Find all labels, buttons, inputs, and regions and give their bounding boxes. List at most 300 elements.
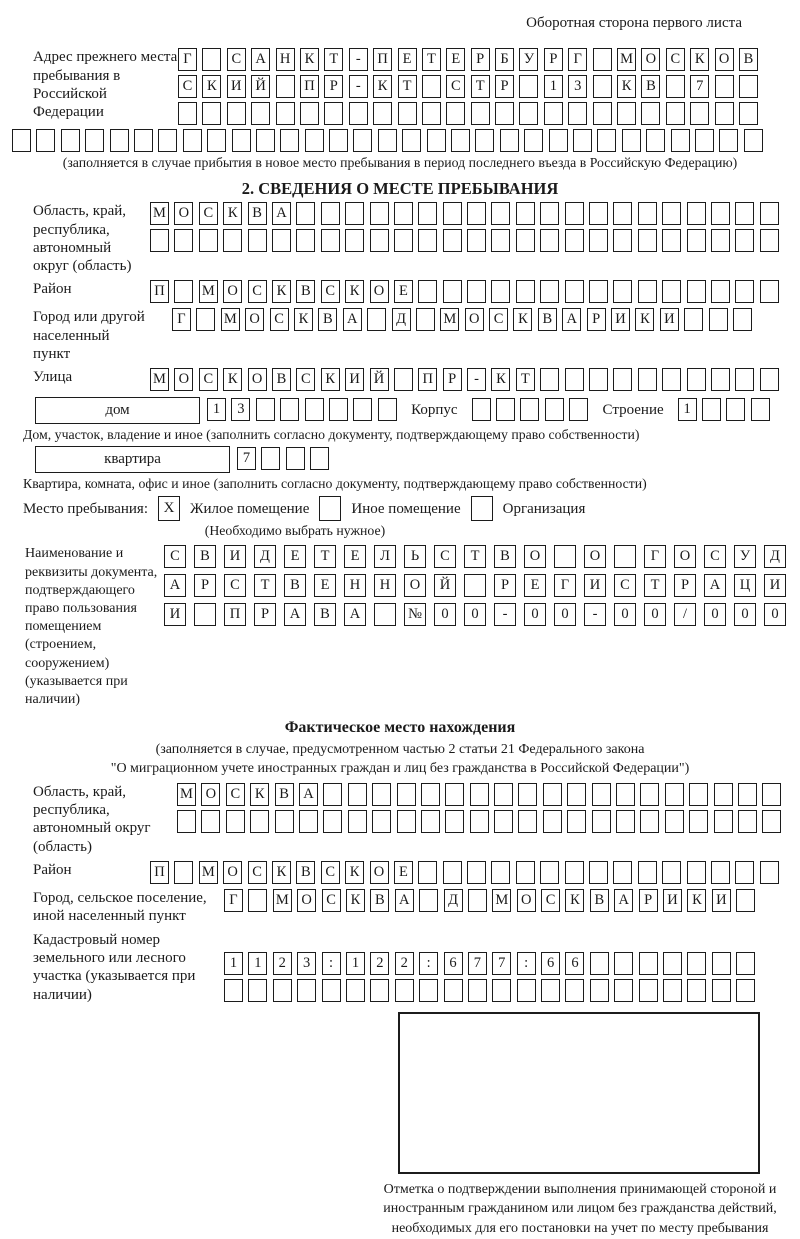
char-box[interactable]: / xyxy=(674,603,696,626)
char-box[interactable]: И xyxy=(224,545,246,568)
char-box[interactable]: М xyxy=(492,889,511,912)
char-box[interactable]: А xyxy=(164,574,186,597)
char-box[interactable]: В xyxy=(739,48,758,71)
char-box[interactable] xyxy=(662,368,681,391)
char-box[interactable]: О xyxy=(524,545,546,568)
char-box[interactable]: 0 xyxy=(734,603,756,626)
char-box[interactable] xyxy=(567,783,586,806)
char-box[interactable] xyxy=(296,229,315,252)
char-box[interactable] xyxy=(85,129,104,152)
char-box[interactable] xyxy=(589,368,608,391)
char-box[interactable] xyxy=(492,979,511,1002)
char-box[interactable]: П xyxy=(373,48,392,71)
char-box[interactable]: К xyxy=(272,280,291,303)
char-box[interactable]: О xyxy=(174,368,193,391)
char-box[interactable]: М xyxy=(177,783,196,806)
char-box[interactable] xyxy=(762,810,781,833)
char-box[interactable] xyxy=(639,979,658,1002)
char-box[interactable] xyxy=(711,861,730,884)
char-box[interactable] xyxy=(421,783,440,806)
char-box[interactable]: М xyxy=(273,889,292,912)
char-box[interactable] xyxy=(687,861,706,884)
char-box[interactable] xyxy=(589,861,608,884)
char-box[interactable]: 0 xyxy=(554,603,576,626)
char-box[interactable] xyxy=(715,102,734,125)
char-box[interactable]: Г xyxy=(224,889,243,912)
char-box[interactable]: С xyxy=(199,202,218,225)
char-box[interactable] xyxy=(226,810,245,833)
char-box[interactable]: Й xyxy=(370,368,389,391)
char-box[interactable] xyxy=(614,979,633,1002)
char-box[interactable] xyxy=(373,102,392,125)
char-box[interactable]: - xyxy=(467,368,486,391)
char-box[interactable] xyxy=(520,398,539,421)
char-box[interactable]: Л xyxy=(374,545,396,568)
char-box[interactable] xyxy=(256,398,275,421)
char-box[interactable]: О xyxy=(223,861,242,884)
char-box[interactable] xyxy=(248,889,267,912)
char-box[interactable] xyxy=(491,202,510,225)
char-box[interactable]: - xyxy=(494,603,516,626)
char-box[interactable]: 7 xyxy=(690,75,709,98)
char-box[interactable]: Е xyxy=(446,48,465,71)
char-box[interactable] xyxy=(329,129,348,152)
char-box[interactable] xyxy=(174,280,193,303)
char-box[interactable] xyxy=(158,129,177,152)
char-box[interactable] xyxy=(568,102,587,125)
char-box[interactable] xyxy=(549,129,568,152)
char-box[interactable] xyxy=(597,129,616,152)
char-box[interactable] xyxy=(36,129,55,152)
char-box[interactable] xyxy=(711,368,730,391)
char-box[interactable] xyxy=(641,102,660,125)
char-box[interactable]: А xyxy=(704,574,726,597)
char-box[interactable]: С xyxy=(489,308,508,331)
char-box[interactable] xyxy=(516,202,535,225)
char-box[interactable] xyxy=(711,280,730,303)
char-box[interactable] xyxy=(491,861,510,884)
char-box[interactable] xyxy=(491,229,510,252)
residential-checkbox[interactable]: X xyxy=(158,496,180,521)
char-box[interactable] xyxy=(300,102,319,125)
char-box[interactable]: П xyxy=(150,280,169,303)
char-box[interactable]: 0 xyxy=(644,603,666,626)
char-box[interactable] xyxy=(467,280,486,303)
char-box[interactable] xyxy=(589,229,608,252)
char-box[interactable]: В xyxy=(494,545,516,568)
char-box[interactable]: П xyxy=(224,603,246,626)
char-box[interactable] xyxy=(445,810,464,833)
char-box[interactable]: С xyxy=(226,783,245,806)
char-box[interactable] xyxy=(443,280,462,303)
char-box[interactable]: Г xyxy=(178,48,197,71)
char-box[interactable] xyxy=(276,102,295,125)
char-box[interactable] xyxy=(665,783,684,806)
char-box[interactable]: 1 xyxy=(678,398,697,421)
char-box[interactable]: Т xyxy=(471,75,490,98)
char-box[interactable] xyxy=(418,202,437,225)
char-box[interactable]: М xyxy=(199,280,218,303)
char-box[interactable]: О xyxy=(584,545,606,568)
char-box[interactable]: А xyxy=(343,308,362,331)
char-box[interactable]: Н xyxy=(374,574,396,597)
char-box[interactable] xyxy=(443,229,462,252)
char-box[interactable]: М xyxy=(617,48,636,71)
char-box[interactable]: - xyxy=(584,603,606,626)
char-box[interactable]: О xyxy=(674,545,696,568)
char-box[interactable]: Д xyxy=(764,545,786,568)
char-box[interactable]: : xyxy=(517,952,536,975)
char-box[interactable]: Д xyxy=(254,545,276,568)
char-box[interactable] xyxy=(418,861,437,884)
char-box[interactable]: С xyxy=(322,889,341,912)
char-box[interactable] xyxy=(617,102,636,125)
char-box[interactable]: М xyxy=(221,308,240,331)
char-box[interactable] xyxy=(349,102,368,125)
char-box[interactable] xyxy=(378,129,397,152)
char-box[interactable] xyxy=(544,102,563,125)
char-box[interactable]: К xyxy=(617,75,636,98)
char-box[interactable] xyxy=(735,280,754,303)
char-box[interactable]: П xyxy=(300,75,319,98)
char-box[interactable] xyxy=(665,810,684,833)
char-box[interactable] xyxy=(593,75,612,98)
char-box[interactable]: С xyxy=(296,368,315,391)
char-box[interactable]: В xyxy=(641,75,660,98)
char-box[interactable] xyxy=(324,102,343,125)
char-box[interactable] xyxy=(569,398,588,421)
char-box[interactable]: 0 xyxy=(764,603,786,626)
char-box[interactable]: Т xyxy=(398,75,417,98)
char-box[interactable] xyxy=(256,129,275,152)
char-box[interactable] xyxy=(321,229,340,252)
char-box[interactable]: 1 xyxy=(224,952,243,975)
char-box[interactable] xyxy=(345,202,364,225)
char-box[interactable] xyxy=(663,952,682,975)
char-box[interactable]: Е xyxy=(344,545,366,568)
char-box[interactable] xyxy=(662,229,681,252)
char-box[interactable] xyxy=(445,783,464,806)
char-box[interactable] xyxy=(174,229,193,252)
char-box[interactable] xyxy=(540,368,559,391)
char-box[interactable] xyxy=(735,229,754,252)
char-box[interactable] xyxy=(736,889,755,912)
char-box[interactable] xyxy=(760,202,779,225)
char-box[interactable] xyxy=(494,783,513,806)
char-box[interactable] xyxy=(616,810,635,833)
char-box[interactable] xyxy=(471,102,490,125)
char-box[interactable]: В xyxy=(314,603,336,626)
char-box[interactable] xyxy=(516,280,535,303)
char-box[interactable] xyxy=(227,102,246,125)
char-box[interactable] xyxy=(540,202,559,225)
char-box[interactable] xyxy=(223,229,242,252)
char-box[interactable] xyxy=(251,102,270,125)
char-box[interactable] xyxy=(394,202,413,225)
char-box[interactable] xyxy=(613,229,632,252)
char-box[interactable] xyxy=(110,129,129,152)
char-box[interactable]: В xyxy=(318,308,337,331)
char-box[interactable] xyxy=(684,308,703,331)
char-box[interactable]: Т xyxy=(324,48,343,71)
char-box[interactable]: С xyxy=(541,889,560,912)
char-box[interactable]: 3 xyxy=(568,75,587,98)
char-box[interactable]: С xyxy=(178,75,197,98)
char-box[interactable]: 0 xyxy=(464,603,486,626)
char-box[interactable]: Т xyxy=(254,574,276,597)
char-box[interactable] xyxy=(353,398,372,421)
char-box[interactable]: К xyxy=(294,308,313,331)
char-box[interactable] xyxy=(394,368,413,391)
char-box[interactable]: 2 xyxy=(370,952,389,975)
char-box[interactable] xyxy=(467,229,486,252)
char-box[interactable] xyxy=(286,447,305,470)
char-box[interactable] xyxy=(736,952,755,975)
char-box[interactable]: Р xyxy=(254,603,276,626)
char-box[interactable]: Р xyxy=(587,308,606,331)
char-box[interactable]: Б xyxy=(495,48,514,71)
char-box[interactable]: А xyxy=(284,603,306,626)
char-box[interactable]: Г xyxy=(644,545,666,568)
char-box[interactable]: Р xyxy=(674,574,696,597)
char-box[interactable] xyxy=(687,202,706,225)
char-box[interactable] xyxy=(467,861,486,884)
char-box[interactable] xyxy=(590,952,609,975)
char-box[interactable]: П xyxy=(418,368,437,391)
char-box[interactable]: 6 xyxy=(565,952,584,975)
char-box[interactable] xyxy=(543,810,562,833)
char-box[interactable] xyxy=(638,202,657,225)
char-box[interactable] xyxy=(261,447,280,470)
char-box[interactable] xyxy=(711,229,730,252)
char-box[interactable] xyxy=(345,229,364,252)
char-box[interactable]: К xyxy=(223,368,242,391)
char-box[interactable] xyxy=(687,229,706,252)
char-box[interactable] xyxy=(735,861,754,884)
char-box[interactable] xyxy=(422,75,441,98)
char-box[interactable]: В xyxy=(272,368,291,391)
char-box[interactable] xyxy=(61,129,80,152)
char-box[interactable]: К xyxy=(687,889,706,912)
char-box[interactable]: Е xyxy=(394,861,413,884)
char-box[interactable] xyxy=(714,783,733,806)
char-box[interactable]: С xyxy=(164,545,186,568)
char-box[interactable]: А xyxy=(299,783,318,806)
char-box[interactable] xyxy=(565,280,584,303)
char-box[interactable]: Г xyxy=(568,48,587,71)
char-box[interactable]: В xyxy=(538,308,557,331)
char-box[interactable] xyxy=(464,574,486,597)
char-box[interactable]: Г xyxy=(554,574,576,597)
house-field-box[interactable]: дом xyxy=(35,397,200,424)
char-box[interactable]: К xyxy=(202,75,221,98)
other-premises-checkbox[interactable] xyxy=(319,496,341,521)
char-box[interactable]: В xyxy=(194,545,216,568)
char-box[interactable]: Й xyxy=(434,574,456,597)
char-box[interactable] xyxy=(540,229,559,252)
char-box[interactable]: Р xyxy=(639,889,658,912)
char-box[interactable] xyxy=(712,952,731,975)
char-box[interactable] xyxy=(468,979,487,1002)
char-box[interactable]: О xyxy=(248,368,267,391)
char-box[interactable] xyxy=(714,810,733,833)
char-box[interactable]: 1 xyxy=(346,952,365,975)
char-box[interactable]: С xyxy=(248,861,267,884)
char-box[interactable]: И xyxy=(227,75,246,98)
char-box[interactable] xyxy=(736,979,755,1002)
char-box[interactable] xyxy=(519,102,538,125)
char-box[interactable] xyxy=(565,368,584,391)
char-box[interactable]: В xyxy=(248,202,267,225)
char-box[interactable]: И xyxy=(660,308,679,331)
char-box[interactable] xyxy=(421,810,440,833)
char-box[interactable] xyxy=(540,280,559,303)
char-box[interactable] xyxy=(711,202,730,225)
char-box[interactable]: О xyxy=(641,48,660,71)
char-box[interactable] xyxy=(305,398,324,421)
char-box[interactable] xyxy=(496,398,515,421)
char-box[interactable] xyxy=(687,952,706,975)
char-box[interactable]: О xyxy=(404,574,426,597)
char-box[interactable]: А xyxy=(562,308,581,331)
char-box[interactable]: Р xyxy=(443,368,462,391)
char-box[interactable] xyxy=(422,102,441,125)
char-box[interactable] xyxy=(712,979,731,1002)
char-box[interactable]: 2 xyxy=(273,952,292,975)
char-box[interactable]: И xyxy=(164,603,186,626)
char-box[interactable] xyxy=(370,229,389,252)
char-box[interactable] xyxy=(299,810,318,833)
char-box[interactable] xyxy=(397,810,416,833)
char-box[interactable] xyxy=(518,783,537,806)
char-box[interactable]: С xyxy=(666,48,685,71)
char-box[interactable] xyxy=(516,861,535,884)
char-box[interactable]: О xyxy=(715,48,734,71)
char-box[interactable]: О xyxy=(223,280,242,303)
char-box[interactable] xyxy=(199,229,218,252)
char-box[interactable] xyxy=(735,368,754,391)
char-box[interactable] xyxy=(346,979,365,1002)
char-box[interactable]: 1 xyxy=(207,398,226,421)
char-box[interactable] xyxy=(744,129,763,152)
char-box[interactable]: А xyxy=(614,889,633,912)
char-box[interactable] xyxy=(689,783,708,806)
char-box[interactable] xyxy=(590,979,609,1002)
char-box[interactable] xyxy=(719,129,738,152)
char-box[interactable] xyxy=(378,398,397,421)
char-box[interactable] xyxy=(322,979,341,1002)
char-box[interactable]: К xyxy=(690,48,709,71)
char-box[interactable] xyxy=(518,810,537,833)
char-box[interactable] xyxy=(735,202,754,225)
char-box[interactable] xyxy=(687,280,706,303)
char-box[interactable] xyxy=(416,308,435,331)
char-box[interactable]: К xyxy=(345,280,364,303)
char-box[interactable] xyxy=(709,308,728,331)
char-box[interactable] xyxy=(695,129,714,152)
char-box[interactable]: 3 xyxy=(297,952,316,975)
char-box[interactable] xyxy=(640,810,659,833)
char-box[interactable] xyxy=(201,810,220,833)
char-box[interactable] xyxy=(573,129,592,152)
char-box[interactable] xyxy=(613,861,632,884)
char-box[interactable] xyxy=(451,129,470,152)
char-box[interactable]: Н xyxy=(276,48,295,71)
char-box[interactable] xyxy=(593,48,612,71)
char-box[interactable]: Й xyxy=(251,75,270,98)
char-box[interactable]: Е xyxy=(394,280,413,303)
char-box[interactable]: Т xyxy=(464,545,486,568)
char-box[interactable]: Д xyxy=(444,889,463,912)
char-box[interactable] xyxy=(370,979,389,1002)
char-box[interactable] xyxy=(491,280,510,303)
char-box[interactable]: 7 xyxy=(237,447,256,470)
char-box[interactable]: С xyxy=(321,280,340,303)
char-box[interactable] xyxy=(232,129,251,152)
char-box[interactable]: О xyxy=(297,889,316,912)
char-box[interactable]: О xyxy=(465,308,484,331)
char-box[interactable] xyxy=(613,280,632,303)
char-box[interactable] xyxy=(374,603,396,626)
char-box[interactable] xyxy=(762,783,781,806)
char-box[interactable] xyxy=(543,783,562,806)
char-box[interactable]: Р xyxy=(544,48,563,71)
char-box[interactable]: У xyxy=(734,545,756,568)
char-box[interactable] xyxy=(589,280,608,303)
char-box[interactable] xyxy=(443,202,462,225)
char-box[interactable] xyxy=(760,229,779,252)
char-box[interactable]: А xyxy=(344,603,366,626)
char-box[interactable]: - xyxy=(349,48,368,71)
char-box[interactable] xyxy=(248,979,267,1002)
char-box[interactable] xyxy=(248,229,267,252)
char-box[interactable] xyxy=(402,129,421,152)
apartment-field-box[interactable]: квартира xyxy=(35,446,230,473)
char-box[interactable] xyxy=(593,102,612,125)
char-box[interactable]: Г xyxy=(172,308,191,331)
char-box[interactable] xyxy=(398,102,417,125)
char-box[interactable]: К xyxy=(272,861,291,884)
char-box[interactable]: И xyxy=(712,889,731,912)
char-box[interactable] xyxy=(689,810,708,833)
organization-checkbox[interactable] xyxy=(471,496,493,521)
char-box[interactable] xyxy=(726,398,745,421)
char-box[interactable] xyxy=(738,810,757,833)
char-box[interactable]: В xyxy=(590,889,609,912)
char-box[interactable] xyxy=(638,280,657,303)
char-box[interactable] xyxy=(395,979,414,1002)
char-box[interactable]: И xyxy=(345,368,364,391)
char-box[interactable]: 1 xyxy=(248,952,267,975)
char-box[interactable]: Р xyxy=(324,75,343,98)
char-box[interactable] xyxy=(310,447,329,470)
char-box[interactable] xyxy=(273,979,292,1002)
char-box[interactable] xyxy=(640,783,659,806)
char-box[interactable] xyxy=(614,952,633,975)
char-box[interactable] xyxy=(540,861,559,884)
char-box[interactable] xyxy=(418,280,437,303)
char-box[interactable] xyxy=(715,75,734,98)
char-box[interactable] xyxy=(470,810,489,833)
char-box[interactable]: Р xyxy=(494,574,516,597)
char-box[interactable]: 3 xyxy=(231,398,250,421)
char-box[interactable] xyxy=(541,979,560,1002)
char-box[interactable] xyxy=(178,102,197,125)
char-box[interactable] xyxy=(739,75,758,98)
char-box[interactable]: Т xyxy=(516,368,535,391)
char-box[interactable] xyxy=(739,102,758,125)
char-box[interactable] xyxy=(545,398,564,421)
